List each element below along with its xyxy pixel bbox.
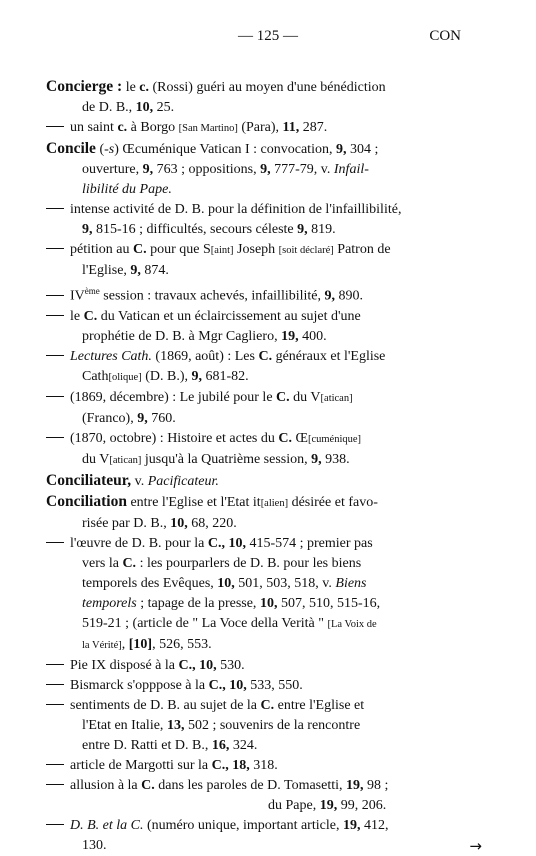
dash-marker bbox=[46, 542, 64, 543]
text-segment: à Borgo bbox=[127, 120, 179, 135]
text-segment: 98 ; bbox=[363, 777, 389, 793]
volume-number: C., bbox=[178, 657, 196, 673]
section-heading: CON bbox=[429, 28, 461, 44]
sub-entry bbox=[46, 118, 492, 139]
bracket-note: [San Martino] bbox=[178, 123, 238, 134]
text-segment: entre l'Eglise et l'Etat it bbox=[126, 494, 261, 510]
text-segment: (D. B.), bbox=[141, 368, 192, 384]
entry-line bbox=[46, 429, 492, 450]
volume-number: 9, bbox=[260, 162, 271, 177]
text-segment: Cath bbox=[82, 368, 109, 384]
dash-marker bbox=[46, 208, 64, 209]
text-segment: 502 ; souvenirs de la rencontre bbox=[184, 717, 361, 733]
text-segment: Pie IX disposé à la bbox=[70, 657, 179, 673]
dash-marker bbox=[46, 824, 64, 825]
volume-number: 10, bbox=[229, 677, 247, 693]
text-segment: entre l'Eglise et bbox=[274, 697, 365, 713]
text-segment: le bbox=[122, 80, 140, 95]
sub-entry bbox=[46, 676, 492, 696]
volume-number: 19, bbox=[346, 777, 364, 793]
continue-arrow-icon: → bbox=[469, 836, 482, 855]
text-segment: pétition au bbox=[70, 242, 133, 257]
entry-line bbox=[46, 736, 492, 756]
entry-line bbox=[46, 776, 492, 796]
entry-line bbox=[46, 220, 492, 240]
volume-number: 9, bbox=[130, 263, 141, 278]
text-segment: 533, 550. bbox=[246, 677, 303, 693]
text-segment: 763 ; oppositions, bbox=[153, 162, 261, 177]
sub-entry bbox=[46, 240, 492, 281]
text-segment: (1870, octobre) : Histoire et actes du bbox=[70, 430, 279, 446]
text-segment: l'Etat en Italie, bbox=[82, 717, 167, 733]
text-segment: allusion à la bbox=[70, 777, 142, 793]
dash-marker bbox=[46, 126, 64, 127]
text-segment: 25. bbox=[153, 100, 175, 115]
bracket-note: [cuménique] bbox=[307, 433, 362, 445]
bracket-note: la Vérité] bbox=[82, 639, 122, 651]
text-segment: ) Œcuménique Vatican I : convocation, bbox=[114, 142, 336, 157]
entry-line bbox=[46, 534, 492, 554]
sub-entry bbox=[46, 534, 492, 656]
dash-marker bbox=[46, 684, 64, 685]
entry-line bbox=[46, 492, 492, 514]
volume-number: 9, bbox=[142, 162, 154, 177]
dash-marker bbox=[46, 784, 64, 785]
entry-line bbox=[46, 180, 492, 200]
volume-number: C. bbox=[141, 777, 155, 793]
text-segment: , 526, 553. bbox=[152, 636, 212, 652]
entry-line bbox=[46, 367, 492, 388]
entry-line bbox=[46, 716, 492, 736]
text-segment: , bbox=[121, 636, 129, 652]
entry-line bbox=[46, 118, 492, 139]
text-segment: Bismarck s'opppose à la bbox=[70, 677, 209, 693]
text-segment: du V bbox=[82, 451, 110, 467]
text-segment: v. bbox=[131, 473, 148, 489]
page-number: — 125 — bbox=[238, 28, 298, 44]
text-segment: 519-21 ; (article de " La Voce della Verità " bbox=[82, 615, 328, 631]
text-segment: : les pourparlers de D. B. pour les biens bbox=[136, 555, 362, 571]
sub-entry bbox=[46, 656, 492, 676]
volume-number: c. bbox=[117, 120, 128, 135]
text-segment: 815-16 ; difficultés, secours céleste bbox=[92, 222, 298, 237]
headword-entry bbox=[46, 77, 492, 118]
italic-text: -s bbox=[104, 142, 115, 157]
text-segment: 681-82. bbox=[201, 368, 249, 384]
text-segment: 819. bbox=[307, 222, 336, 237]
entry-line bbox=[46, 307, 492, 327]
dash-marker bbox=[46, 295, 64, 296]
sub-entry bbox=[46, 388, 492, 429]
dash-marker bbox=[46, 764, 64, 765]
entry-line bbox=[46, 756, 492, 776]
volume-number: 19, bbox=[281, 328, 299, 344]
volume-number: C. bbox=[83, 308, 98, 324]
text-segment: 415-574 ; premier pas bbox=[245, 535, 373, 551]
bracket-note: [atican] bbox=[109, 454, 142, 466]
sub-entry bbox=[46, 281, 492, 307]
headword: Concierge : bbox=[46, 78, 123, 95]
entry-line bbox=[46, 836, 492, 856]
text-segment: ouverture, bbox=[82, 162, 143, 177]
text-segment: (1869, août) : Les bbox=[151, 348, 259, 364]
bracket-note: [atican] bbox=[320, 392, 353, 404]
bracket-note: [olique] bbox=[108, 371, 142, 383]
dash-marker bbox=[46, 315, 64, 316]
volume-number: C. bbox=[258, 348, 273, 364]
entry-line bbox=[46, 98, 492, 118]
dash-marker bbox=[46, 437, 64, 438]
volume-number: 11, bbox=[282, 120, 300, 135]
text-segment: 318. bbox=[249, 757, 278, 773]
sub-entry bbox=[46, 200, 492, 240]
volume-number: 9, bbox=[335, 142, 347, 157]
volume-number: C., bbox=[207, 535, 225, 551]
volume-number: c. bbox=[139, 80, 150, 95]
text-segment: (numéro unique, important article, bbox=[143, 817, 343, 833]
entry-line bbox=[46, 327, 492, 347]
entry-line bbox=[46, 656, 492, 676]
text-segment: Œ bbox=[292, 430, 308, 446]
entry-line bbox=[46, 139, 492, 160]
volume-number: 9, bbox=[137, 410, 148, 426]
entry-line bbox=[46, 77, 492, 98]
text-segment: 874. bbox=[140, 263, 169, 278]
volume-number: C. bbox=[122, 555, 137, 571]
volume-number: C. bbox=[276, 389, 290, 405]
text-segment: prophétie de D. B. à Mgr Cagliero, bbox=[82, 328, 282, 344]
text-segment: du V bbox=[289, 389, 321, 405]
superscript: ème bbox=[84, 286, 100, 296]
italic-text: libilité du Pape. bbox=[82, 182, 172, 197]
entry-line bbox=[46, 635, 492, 656]
text-segment: temporels des Evêques, bbox=[82, 575, 218, 591]
entry-line bbox=[46, 261, 492, 281]
entry-line bbox=[46, 514, 492, 534]
text-segment: 304 ; bbox=[346, 142, 379, 157]
italic-text: Biens bbox=[335, 575, 367, 591]
volume-number: C. bbox=[133, 242, 147, 257]
text-segment: 501, 503, 518, v. bbox=[234, 575, 336, 591]
headword-entry bbox=[46, 139, 492, 200]
volume-number: 16, bbox=[211, 737, 230, 753]
sub-entry bbox=[46, 347, 492, 388]
text-segment: risée par D. B., bbox=[82, 515, 171, 531]
volume-number: 19, bbox=[342, 817, 361, 833]
headword-entry bbox=[46, 492, 492, 534]
volume-number: 10, bbox=[135, 100, 154, 115]
text-segment: 777-79, v. bbox=[270, 162, 334, 177]
entry-line bbox=[46, 554, 492, 574]
headword: Concile bbox=[46, 140, 96, 157]
text-segment: 412, bbox=[360, 817, 389, 833]
text-segment: un saint bbox=[70, 120, 118, 135]
volume-number: 10, bbox=[199, 657, 217, 673]
text-segment: IV bbox=[70, 288, 85, 304]
text-segment: jusqu'à la Quatrième session, bbox=[141, 451, 312, 467]
text-segment: intense activité de D. B. pour la définition de l'infaillibilité, bbox=[70, 202, 402, 217]
volume-number: 9, bbox=[191, 368, 202, 384]
sub-entry bbox=[46, 776, 492, 816]
text-segment: dans les paroles de D. Tomasetti, bbox=[154, 777, 347, 793]
bracket-note: [soit déclaré] bbox=[278, 245, 334, 256]
text-segment: du Pape, bbox=[268, 797, 320, 813]
text-segment: (Rossi) guéri au moyen d'une bénédiction bbox=[149, 80, 386, 95]
italic-text: D. B. et la C. bbox=[70, 817, 144, 833]
entry-line bbox=[46, 409, 492, 429]
entry-line bbox=[46, 200, 492, 220]
text-segment: pour que S bbox=[146, 242, 211, 257]
headword-entry bbox=[46, 471, 492, 492]
entry-line bbox=[46, 574, 492, 594]
volume-number: 9, bbox=[324, 288, 335, 304]
headword: Conciliateur, bbox=[46, 471, 132, 489]
text-segment: ( bbox=[95, 142, 105, 157]
text-segment: le bbox=[70, 308, 84, 324]
volume-number: 13, bbox=[166, 717, 185, 733]
text-segment: ; tapage de la presse, bbox=[136, 595, 260, 611]
entry-line bbox=[46, 160, 492, 180]
text-segment: 324. bbox=[229, 737, 258, 753]
text-segment: 760. bbox=[147, 410, 176, 426]
entry-line bbox=[46, 240, 492, 261]
entry-line bbox=[46, 696, 492, 716]
sub-entry bbox=[46, 307, 492, 347]
bracket-note: [alien] bbox=[260, 497, 289, 509]
italic-text: Lectures Cath. bbox=[70, 348, 152, 364]
italic-text: temporels bbox=[82, 595, 137, 611]
volume-number: C., bbox=[211, 757, 229, 773]
italic-text: Infail- bbox=[333, 162, 369, 177]
entry-line bbox=[46, 676, 492, 696]
text-segment: de D. B., bbox=[82, 100, 136, 115]
entry-line bbox=[46, 347, 492, 367]
text-segment: vers la bbox=[82, 555, 123, 571]
entry-line bbox=[46, 281, 492, 307]
text-segment: (Para), bbox=[237, 120, 283, 135]
entry-line bbox=[46, 594, 492, 614]
text-segment: l'œuvre de D. B. pour la bbox=[70, 535, 208, 551]
entry-line bbox=[46, 471, 492, 492]
text-segment: sentiments de D. B. au sujet de la bbox=[70, 697, 261, 713]
volume-number: C. bbox=[260, 697, 275, 713]
dash-marker bbox=[46, 664, 64, 665]
text-segment: (Franco), bbox=[82, 410, 138, 426]
headword: Conciliation bbox=[46, 492, 127, 510]
dash-marker bbox=[46, 355, 64, 356]
text-segment: (1869, décembre) : Le jubilé pour le bbox=[70, 389, 277, 405]
text-segment: 890. bbox=[335, 288, 363, 304]
volume-number: 9, bbox=[82, 222, 93, 237]
text-segment: 400. bbox=[298, 328, 327, 344]
volume-number: 10, bbox=[217, 575, 235, 591]
italic-text: Pacificateur. bbox=[147, 473, 219, 489]
entry-line bbox=[46, 388, 492, 409]
entry-list bbox=[46, 77, 492, 856]
text-segment: 507, 510, 515-16, bbox=[277, 595, 381, 611]
volume-number: 10, bbox=[259, 595, 278, 611]
dash-marker bbox=[46, 396, 64, 397]
sub-entry bbox=[46, 429, 492, 471]
volume-number: 9, bbox=[297, 222, 308, 237]
dash-marker bbox=[46, 704, 64, 705]
volume-number: C., bbox=[208, 677, 226, 693]
text-segment: 530. bbox=[216, 657, 245, 673]
entry-line bbox=[46, 796, 492, 816]
text-segment: entre D. Ratti et D. B., bbox=[82, 737, 212, 753]
sub-entry bbox=[46, 816, 492, 856]
volume-number: C. bbox=[278, 430, 293, 446]
text-segment: article de Margotti sur la bbox=[70, 757, 212, 773]
text-segment: généraux et l'Eglise bbox=[272, 348, 386, 364]
text-segment: session : travaux achevés, infaillibilité, bbox=[99, 288, 325, 304]
volume-number: 19, bbox=[319, 797, 338, 813]
text-segment: désirée et favo- bbox=[288, 494, 378, 510]
text-segment: Patron de bbox=[333, 242, 391, 257]
volume-number: 18, bbox=[232, 757, 250, 773]
text-segment: Joseph bbox=[233, 242, 279, 257]
volume-number: 10, bbox=[170, 515, 188, 531]
text-segment: du Vatican et un éclaircissement au sujet d'une bbox=[97, 308, 361, 324]
entry-line bbox=[46, 816, 492, 836]
text-segment: 130. bbox=[82, 837, 107, 853]
bracket-note: [aint] bbox=[210, 245, 234, 256]
text-segment: 938. bbox=[321, 451, 350, 467]
entry-line bbox=[46, 614, 492, 635]
sub-entry bbox=[46, 696, 492, 756]
entry-line bbox=[46, 450, 492, 471]
text-segment: 99, 206. bbox=[337, 797, 387, 813]
sub-entry bbox=[46, 756, 492, 776]
volume-number: 10, bbox=[228, 535, 246, 551]
dash-marker bbox=[46, 248, 64, 249]
text-segment: l'Eglise, bbox=[82, 263, 131, 278]
bracket-note: [La Voix de bbox=[327, 618, 377, 630]
text-segment: 68, 220. bbox=[187, 515, 237, 531]
text-segment: 287. bbox=[299, 120, 328, 135]
volume-number: 9, bbox=[311, 451, 322, 467]
volume-number: [10] bbox=[128, 636, 153, 652]
